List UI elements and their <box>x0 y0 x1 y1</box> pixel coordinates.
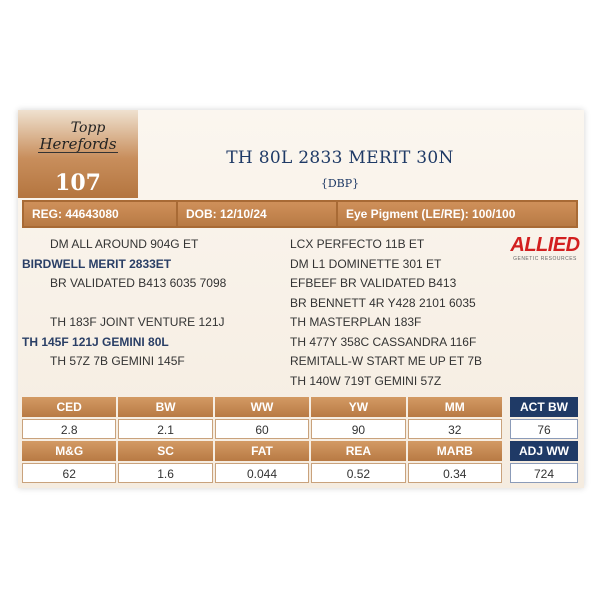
pedigree-line: TH MASTERPLAN 183F <box>290 315 422 329</box>
date-of-birth: DOB: 12/10/24 <box>178 202 336 226</box>
animal-name: TH 80L 2833 MERIT 30N <box>226 148 454 168</box>
epd-value: 32 <box>408 419 502 439</box>
epd-value: 2.1 <box>118 419 212 439</box>
epd-header: CED <box>22 397 116 417</box>
lot-number: 107 <box>55 170 101 196</box>
pedigree-line: BR BENNETT 4R Y428 2101 6035 <box>290 295 476 310</box>
topp-herefords-logo <box>24 120 132 168</box>
epd-header: YW <box>311 397 405 417</box>
epd-table <box>22 397 502 483</box>
act-bw-header: ACT BW <box>510 397 578 417</box>
logo-line-1: Topp <box>70 120 106 136</box>
registration-number: REG: 44643080 <box>24 202 176 226</box>
epd-header: M&G <box>22 441 116 461</box>
allied-logo <box>508 234 582 264</box>
logo-line-2: Herefords <box>39 135 117 153</box>
eye-pigment: Eye Pigment (LE/RE): 100/100 <box>338 202 576 226</box>
epd-header: MM <box>408 397 502 417</box>
pedigree-dam: TH 145F 121J GEMINI 80L <box>22 334 169 349</box>
epd-header: SC <box>118 441 212 461</box>
pedigree-line: DM L1 DOMINETTE 301 ET <box>290 256 442 271</box>
pedigree-line: EFBEEF BR VALIDATED B413 <box>290 276 457 290</box>
epd-value: 60 <box>215 419 309 439</box>
act-bw-value: 76 <box>510 419 578 439</box>
epd-value: 0.52 <box>311 463 405 483</box>
adj-ww-header: ADJ WW <box>510 441 578 461</box>
animal-tag: {DBP} <box>320 177 360 190</box>
epd-header: WW <box>215 397 309 417</box>
pedigree-spacer <box>22 294 282 314</box>
pedigree-line: TH 183F JOINT VENTURE 121J <box>50 315 225 329</box>
actual-weights-table <box>510 397 578 483</box>
pedigree-line: TH 140W 719T GEMINI 57Z <box>290 373 442 388</box>
lot-logo-box <box>18 110 138 198</box>
epd-value: 0.044 <box>215 463 309 483</box>
pedigree-line: LCX PERFECTO 11B ET <box>290 237 425 251</box>
pedigree-line: TH 477Y 358C CASSANDRA 116F <box>290 334 477 349</box>
epd-value: 0.34 <box>408 463 502 483</box>
pedigree-right <box>290 235 515 391</box>
info-bar <box>22 200 578 228</box>
pedigree-line: REMITALL-W START ME UP ET 7B <box>290 354 483 368</box>
pedigree-line: DM ALL AROUND 904G ET <box>50 237 199 251</box>
epd-header: FAT <box>215 441 309 461</box>
epd-value: 1.6 <box>118 463 212 483</box>
epd-value: 62 <box>22 463 116 483</box>
allied-logo-word: ALLIED <box>510 234 580 256</box>
epd-header: MARB <box>408 441 502 461</box>
pedigree-sire: BIRDWELL MERIT 2833ET <box>22 256 172 271</box>
epd-value: 2.8 <box>22 419 116 439</box>
allied-logo-subtitle: GENETIC RESOURCES <box>513 256 577 262</box>
epd-header: REA <box>311 441 405 461</box>
epd-header: BW <box>118 397 212 417</box>
adj-ww-value: 724 <box>510 463 578 483</box>
epd-value: 90 <box>311 419 405 439</box>
pedigree-left <box>22 235 282 372</box>
pedigree-line: TH 57Z 7B GEMINI 145F <box>50 354 185 368</box>
pedigree-line: BR VALIDATED B413 6035 7098 <box>50 276 227 290</box>
